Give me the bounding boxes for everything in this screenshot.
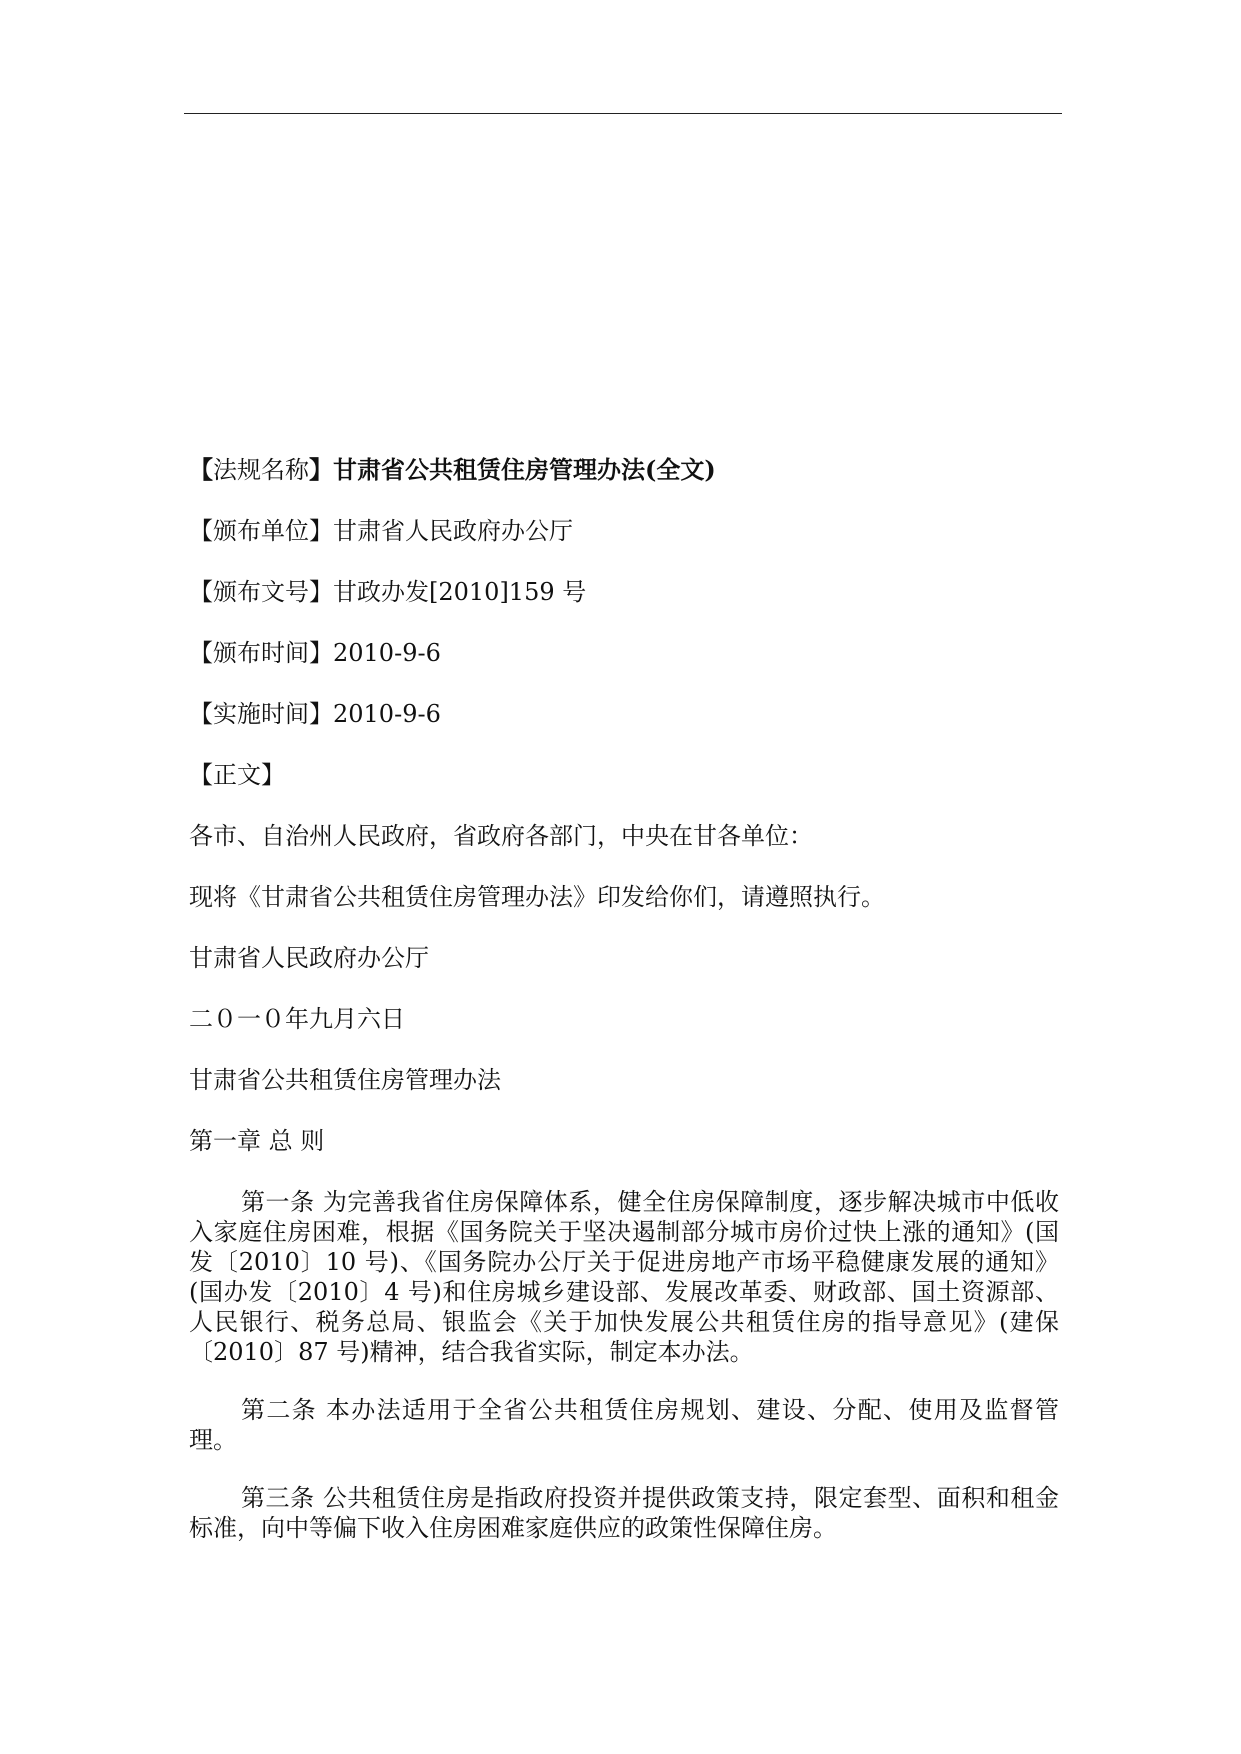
meta-issuer-value: 甘肃省人民政府办公厅 xyxy=(333,517,573,545)
meta-doc-no-value: 甘政办发[2010]159 号 xyxy=(333,578,587,606)
meta-law-name-label: 法规名称 xyxy=(213,456,309,484)
chapter-heading: 第一章 总 则 xyxy=(189,1127,325,1155)
header-rule xyxy=(184,113,1062,114)
meta-issue-date: 【颁布时间】2010-9-6 xyxy=(189,639,441,667)
meta-issuer-label: 颁布单位 xyxy=(213,517,309,545)
meta-issuer: 【颁布单位】甘肃省人民政府办公厅 xyxy=(189,517,573,545)
notice-date: 二０一０年九月六日 xyxy=(189,1005,405,1033)
meta-effective-date: 【实施时间】2010-9-6 xyxy=(189,700,441,728)
article-1: 第一条 为完善我省住房保障体系，健全住房保障制度，逐步解决城市中低收入家庭住房困难，根据《国务院关于坚决遏制部分城市房价过快上涨的通知》(国发〔2010〕10 号)、《国务院办公厅关于促进房地产市场平稳健康发展的通知》(国办发〔2010〕4 号)和住房城乡建设部、发展改革委、财政部、国土资源部、人民银行、税务总局、银监会《关于加快发展公共租赁住房的指导意见》(建保〔2010〕87 号)精神，结合我省实际，制定本办法。 xyxy=(189,1188,1059,1366)
meta-body-label: 正文 xyxy=(213,761,261,789)
meta-issue-date-label: 颁布时间 xyxy=(213,639,309,667)
notice-signatory: 甘肃省人民政府办公厅 xyxy=(189,944,429,972)
meta-issue-date-value: 2010-9-6 xyxy=(333,639,441,667)
meta-law-name-value: 甘肃省公共租赁住房管理办法(全文) xyxy=(333,455,716,484)
notice-addressee: 各市、自治州人民政府，省政府各部门，中央在甘各单位： xyxy=(189,822,813,850)
document-body xyxy=(189,455,1059,1571)
notice-instruction: 现将《甘肃省公共租赁住房管理办法》印发给你们，请遵照执行。 xyxy=(189,883,885,911)
meta-doc-no: 【颁布文号】甘政办发[2010]159 号 xyxy=(189,578,587,606)
meta-effective-date-label: 实施时间 xyxy=(213,700,309,728)
document-title: 甘肃省公共租赁住房管理办法 xyxy=(189,1066,501,1094)
meta-doc-no-label: 颁布文号 xyxy=(213,578,309,606)
meta-body-heading: 【正文】 xyxy=(189,761,285,789)
meta-law-name: 【法规名称】甘肃省公共租赁住房管理办法(全文) xyxy=(189,455,716,484)
article-3: 第三条 公共租赁住房是指政府投资并提供政策支持，限定套型、面积和租金标准，向中等偏下收入住房困难家庭供应的政策性保障住房。 xyxy=(189,1484,1059,1542)
article-2: 第二条 本办法适用于全省公共租赁住房规划、建设、分配、使用及监督管理。 xyxy=(189,1396,1059,1454)
meta-effective-date-value: 2010-9-6 xyxy=(333,700,441,728)
